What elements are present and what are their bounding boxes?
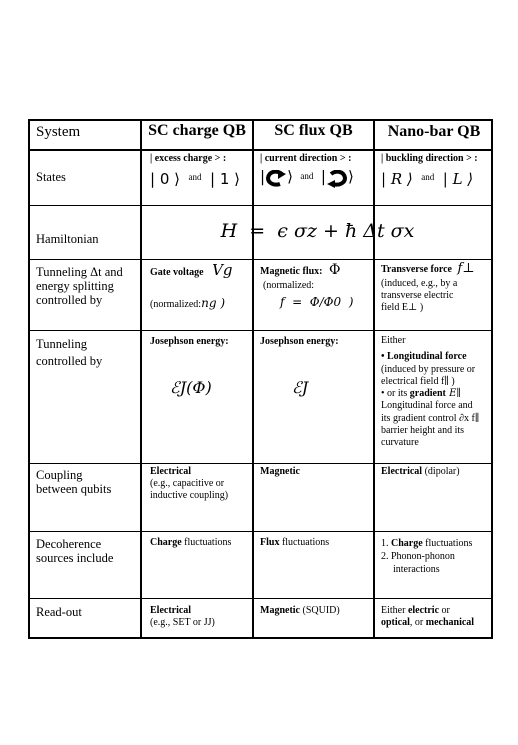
and-text: and <box>300 171 314 182</box>
charge-normalized <box>150 297 225 311</box>
desc-line: barrier height and its <box>381 425 465 437</box>
desc-line: curvature <box>381 437 419 449</box>
text-part: Either <box>381 605 408 616</box>
desc-line <box>381 617 493 629</box>
text-part: Charge <box>391 538 423 549</box>
ket-0: | 0 ⟩ <box>150 170 180 188</box>
row-divider <box>30 531 491 532</box>
row-label-hamiltonian: Hamiltonian <box>36 232 99 246</box>
flux-normalized-formula: f = Φ/Φ0 ) <box>280 295 354 309</box>
label-line: sources include <box>36 551 114 565</box>
transverse-force-label: Transverse force <box>381 264 452 275</box>
text-part: fluctuations <box>422 538 473 549</box>
header-system: System <box>36 124 81 140</box>
ket-1: | 1 ⟩ <box>210 170 240 188</box>
charge-josephson-label: Josephson energy: <box>150 336 229 347</box>
flux-coupling: Magnetic <box>260 466 300 477</box>
readout-type: Magnetic <box>260 605 300 616</box>
gate-voltage-symbol: Vg <box>212 261 233 279</box>
row-label-tunneling-splitting <box>36 265 123 307</box>
magnetic-flux-label: Magnetic flux: <box>260 266 323 277</box>
normalized-symbol: ng ) <box>201 296 225 310</box>
row-label-decoherence <box>36 537 113 565</box>
desc-line: (e.g., capacitive or <box>150 478 225 489</box>
row-divider <box>30 330 491 331</box>
text-part: electric <box>407 605 440 616</box>
nanobar-states-title: | buckling direction > : <box>381 153 478 164</box>
nanobar-decoherence <box>381 537 493 576</box>
label-line: energy splitting <box>36 279 114 293</box>
desc-line: electrical field f∥ ) <box>381 375 455 387</box>
charge-coupling <box>150 466 250 502</box>
flux-states-title: | current direction > : <box>260 153 352 164</box>
text-part: • or its <box>381 388 410 400</box>
desc-line: its gradient control ∂x f∥ <box>381 412 480 424</box>
coupling-type: Electrical <box>381 466 423 477</box>
flux-josephson-symbol: ℰJ <box>292 378 309 397</box>
header-divider <box>30 149 491 151</box>
desc-line: transverse electric <box>381 290 454 301</box>
decoherence-detail: fluctuations <box>181 537 232 548</box>
coupling-type: Electrical <box>150 466 192 477</box>
decoherence-source: Charge <box>150 537 182 548</box>
list-item: 2. Phonon-phonon <box>381 551 455 562</box>
nanobar-tunneling-desc <box>381 335 493 450</box>
text-part: optical <box>381 617 410 628</box>
ket-r: | R ⟩ <box>381 170 413 188</box>
readout-detail: (SQUID) <box>300 605 340 616</box>
nanobar-transverse-force <box>381 263 493 276</box>
list-item-cont: interactions <box>393 564 440 575</box>
flux-decoherence <box>260 537 329 549</box>
text-part: E∥ <box>445 388 461 400</box>
charge-states-kets <box>150 171 250 188</box>
desc-line: Either <box>381 335 406 346</box>
header-flux-qb: SC flux QB <box>274 122 353 139</box>
desc-line <box>381 605 493 617</box>
label-line: Tunneling Δt and <box>36 265 123 279</box>
header-charge-qb: SC charge QB <box>148 122 246 139</box>
and-text: and <box>421 172 435 182</box>
desc-line: (e.g., SET or JJ) <box>150 617 215 628</box>
row-divider <box>30 598 491 599</box>
flux-josephson-label: Josephson energy: <box>260 336 339 347</box>
charge-decoherence <box>150 537 231 549</box>
and-text: and <box>188 172 202 182</box>
gate-voltage-label: Gate voltage <box>150 267 204 278</box>
flux-magnetic-flux <box>260 264 372 278</box>
transverse-force-symbol: f⊥ <box>457 261 475 276</box>
desc-line: (induced, e.g., by a <box>381 278 458 289</box>
nanobar-readout <box>381 605 493 629</box>
text-part: or <box>439 605 450 616</box>
comparison-table <box>28 119 493 639</box>
normalized-text: (normalized: <box>150 299 202 310</box>
label-line: controlled by <box>36 354 103 368</box>
flux-symbol: Φ <box>329 262 341 278</box>
decoherence-detail: fluctuations <box>279 537 330 548</box>
text-part: mechanical <box>425 617 475 628</box>
row-label-coupling <box>36 468 111 496</box>
row-divider <box>30 205 491 206</box>
label-line: Coupling <box>36 468 83 482</box>
decoherence-source: Flux <box>260 537 280 548</box>
row-divider <box>30 259 491 260</box>
desc-line: Longitudinal force and <box>381 400 473 412</box>
flux-states-kets: | ⟩ and | ⟩ <box>260 170 375 188</box>
label-line: Decoherence <box>36 537 102 551</box>
desc-line: • Longitudinal force <box>381 351 467 363</box>
flux-normalized-text: (normalized: <box>263 280 315 291</box>
desc-line: field E⊥ ) <box>381 302 424 313</box>
desc-line: inductive coupling) <box>150 490 229 501</box>
list-item <box>381 537 493 550</box>
label-line: between qubits <box>36 482 112 496</box>
row-divider <box>30 463 491 464</box>
nanobar-transverse-desc <box>381 278 493 314</box>
charge-readout <box>150 605 215 629</box>
nanobar-coupling <box>381 466 460 478</box>
label-line: controlled by <box>36 293 103 307</box>
text-part: 1. <box>381 538 391 549</box>
row-label-readout: Read-out <box>36 605 82 619</box>
ket-l: | L ⟩ <box>442 170 474 188</box>
charge-gate-voltage <box>150 261 250 279</box>
text-part: gradient <box>409 388 446 400</box>
nanobar-states-kets <box>381 171 493 188</box>
clockwise-arrow-icon <box>326 170 348 188</box>
charge-states-title: | excess charge > : <box>150 153 227 164</box>
hamiltonian-formula: H = ϵ σz + ħ Δt σx <box>220 220 415 242</box>
coupling-detail: (dipolar) <box>422 466 460 477</box>
desc-line: (induced by pressure or <box>381 363 476 375</box>
readout-type: Electrical <box>150 605 192 616</box>
column-divider <box>373 121 375 637</box>
text-part: , or <box>409 617 426 628</box>
charge-josephson-symbol: ℰJ(Φ) <box>170 378 212 397</box>
column-divider <box>140 121 142 637</box>
row-label-states: States <box>36 170 66 184</box>
flux-readout <box>260 605 340 617</box>
label-line: Tunneling <box>36 337 87 351</box>
header-nanobar-qb: Nano-bar QB <box>387 123 481 140</box>
row-label-tunneling <box>36 336 102 370</box>
column-divider <box>252 121 254 637</box>
counterclockwise-arrow-icon <box>265 170 287 188</box>
desc-line <box>381 388 493 400</box>
